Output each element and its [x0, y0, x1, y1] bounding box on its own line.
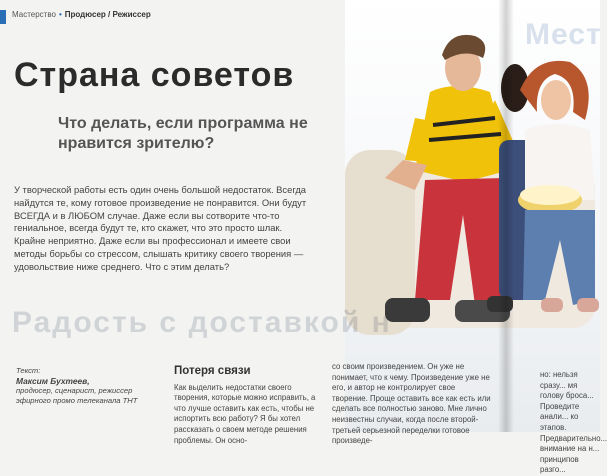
breadcrumb-section: Мастерство — [12, 10, 56, 19]
right-page-title: Мест — [525, 18, 602, 51]
column-1-text: Как выделить недостатки своего творения, которые можно исправить, а что лучше оставить как есть, чтобы не испортить всю работу? Я бы хотел рассказать о своем методе решения проблемы. Он осно- — [174, 382, 316, 445]
column-3-text: но: нельзя сразу... мя голову броса... Проведите анали... ко этапов. Предварительно... внимание на н... принципов разго... — [540, 370, 607, 475]
breadcrumb-item-director: Режиссер — [112, 10, 151, 19]
column-2-text: со своим произведением. Он уже не понимает, что к чему. Произведение уже не его, и автор не контролирует свое творение. Проще оставить все как есть или сделать все полностью заново. Мне лично неизвестны случаи, когда после второй-третьей серьезной переделки готовое произведе- — [332, 362, 491, 446]
bleed-through-banner: Радость с доставкой н — [12, 306, 392, 339]
article-subtitle: Что делать, если программа не нравится зрителю? — [58, 115, 308, 152]
article-title: Страна советов — [14, 56, 295, 94]
column-1 — [174, 366, 324, 446]
author-name: Максим Бухтеев, — [16, 376, 90, 386]
breadcrumb-separator: • — [58, 10, 62, 19]
article-lead: У творческой работы есть один очень большой недостаток. Всегда найдутся те, кому готовое произведение не понравится. Они будут ВСЕГДА и в ЛЮБОМ случае. Даже если вы сотворите что-то гениальное, всегда будут те, кто скажет, что это просто шлак. Крайне неприятно. Даже если вы профессионал и имеете свои методы борьбы со стрессом, слышать критику своего творения — удовольствие ниже среднего. Что с этим делать? — [14, 184, 307, 272]
section-heading: Потеря связи — [174, 365, 251, 377]
page-gutter — [498, 0, 514, 432]
author-role: продюсер, сценарист, режиссер эфирного промо телеканала ТНТ — [16, 386, 138, 405]
breadcrumb-item-producer: Продюсер — [64, 10, 106, 19]
breadcrumb-slash: / — [105, 10, 113, 19]
author-credits — [16, 366, 156, 406]
credits-label: Текст: — [16, 366, 41, 375]
section-marker — [0, 10, 6, 24]
breadcrumb — [12, 10, 151, 19]
